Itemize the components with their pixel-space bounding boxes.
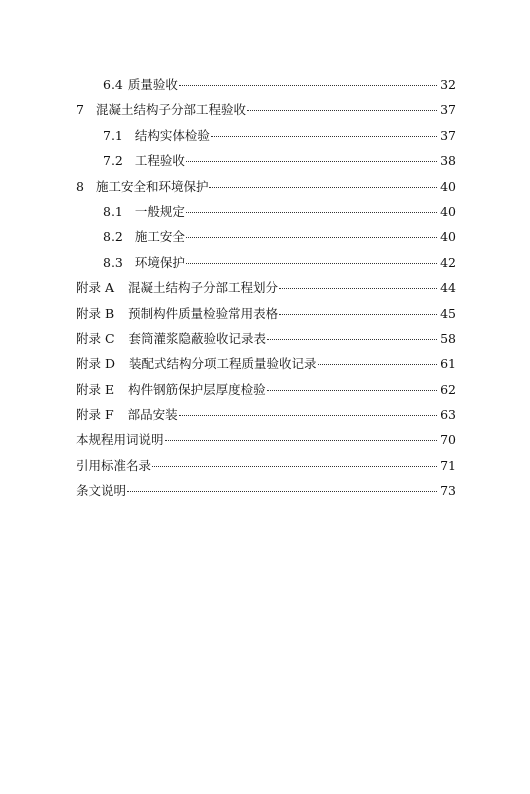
- toc-dot-leader: [186, 229, 437, 238]
- toc-dot-leader: [279, 280, 437, 289]
- toc-entry-number: 8.1: [103, 203, 123, 219]
- toc-entry-title: 施工安全和环境保护: [95, 178, 209, 194]
- toc-dot-leader: [211, 128, 437, 137]
- toc-dot-leader: [186, 153, 437, 162]
- toc-entry-title: 混凝土结构子分部工程验收: [95, 102, 246, 118]
- toc-entry-page-number: 45: [440, 305, 456, 321]
- toc-entry-title: 环境保护: [134, 254, 185, 270]
- toc-entry-title: 混凝土结构子分部工程划分: [128, 280, 279, 296]
- toc-dot-leader: [318, 356, 437, 365]
- toc-entry-page-number: 58: [440, 330, 456, 346]
- toc-entry-title: 构件钢筋保护层厚度检验: [128, 381, 266, 397]
- toc-entry: [76, 402, 456, 427]
- toc-entry-page-number: 40: [440, 178, 456, 194]
- toc-entry-title: 条文说明: [76, 483, 127, 499]
- toc-entry-title: 部品安装: [127, 407, 178, 423]
- toc-dot-leader: [179, 77, 437, 86]
- toc-entry-title: 一般规定: [134, 203, 185, 219]
- toc-entry-title: 装配式结构分项工程质量验收记录: [129, 356, 317, 372]
- toc-dot-leader: [186, 204, 437, 213]
- toc-dot-leader: [209, 179, 437, 188]
- toc-entry-number: 8: [76, 178, 84, 194]
- toc-entry-title: 引用标准名录: [76, 457, 152, 473]
- toc-entry: [76, 478, 456, 503]
- toc-dot-leader: [165, 432, 437, 441]
- toc-entry-page-number: 32: [440, 77, 456, 92]
- toc-entry: [76, 72, 456, 97]
- toc-entry-number: 附录 E: [76, 381, 115, 397]
- toc-dot-leader: [152, 458, 437, 467]
- toc-entry-number: 6.4: [103, 77, 123, 92]
- toc-entry-page-number: 61: [440, 356, 456, 372]
- toc-entry-page-number: 42: [440, 254, 456, 270]
- toc-entry: [76, 326, 456, 351]
- toc-entry: [76, 301, 456, 326]
- toc-entry-page-number: 40: [440, 203, 456, 219]
- toc-entry-page-number: 62: [440, 381, 456, 397]
- toc-dot-leader: [127, 483, 437, 492]
- toc-entry: [76, 427, 456, 452]
- toc-entry-page-number: 38: [440, 153, 456, 169]
- toc-entry: [76, 453, 456, 478]
- toc-entry: [76, 199, 456, 224]
- toc-entry: [76, 250, 456, 275]
- toc-dot-leader: [186, 255, 437, 264]
- toc-entry-page-number: 73: [440, 483, 456, 499]
- toc-entry-number: 8.2: [103, 229, 123, 245]
- toc-entry-page-number: 63: [440, 407, 456, 423]
- toc-entry-number: 附录 A: [76, 280, 115, 296]
- toc-entry-number: 附录 B: [76, 305, 115, 321]
- toc-entry-number: 7: [76, 102, 84, 118]
- toc-entry-title: 本规程用词说明: [76, 432, 164, 448]
- toc-dot-leader: [179, 407, 437, 416]
- toc-entry: [76, 275, 456, 300]
- toc-entry-page-number: 71: [440, 457, 456, 473]
- toc-entry: [76, 224, 456, 249]
- toc-entry: [76, 97, 456, 122]
- toc-entry-title: 工程验收: [134, 153, 185, 169]
- toc-entry: [76, 377, 456, 402]
- toc-entry-title: 质量验收: [127, 77, 178, 92]
- toc-entry: [76, 351, 456, 376]
- toc-entry-title: 施工安全: [134, 229, 185, 245]
- toc-entry-page-number: 37: [440, 127, 456, 143]
- toc-entry-page-number: 70: [440, 432, 456, 448]
- toc-dot-leader: [247, 102, 437, 111]
- toc-entry: [76, 174, 456, 199]
- toc-dot-leader: [267, 382, 437, 391]
- toc-dot-leader: [279, 306, 437, 315]
- toc-entry-number: 附录 D: [76, 356, 115, 372]
- toc-dot-leader: [267, 331, 437, 340]
- toc-entry-number: 7.2: [103, 153, 123, 169]
- toc-entry-title: 结构实体检验: [134, 127, 210, 143]
- toc-entry: [76, 123, 456, 148]
- toc-entry-page-number: 44: [440, 280, 456, 296]
- toc-entry-page-number: 40: [440, 229, 456, 245]
- toc-entry-title: 预制构件质量检验常用表格: [128, 305, 279, 321]
- toc-entry: [76, 148, 456, 173]
- toc-entry-number: 附录 C: [76, 330, 115, 346]
- toc-entry-number: 8.3: [103, 254, 123, 270]
- table-of-contents: [76, 72, 456, 504]
- toc-entry-number: 7.1: [103, 127, 123, 143]
- toc-entry-title: 套筒灌浆隐蔽验收记录表: [128, 330, 267, 346]
- toc-entry-page-number: 37: [440, 102, 456, 118]
- toc-entry-number: 附录 F: [76, 407, 114, 423]
